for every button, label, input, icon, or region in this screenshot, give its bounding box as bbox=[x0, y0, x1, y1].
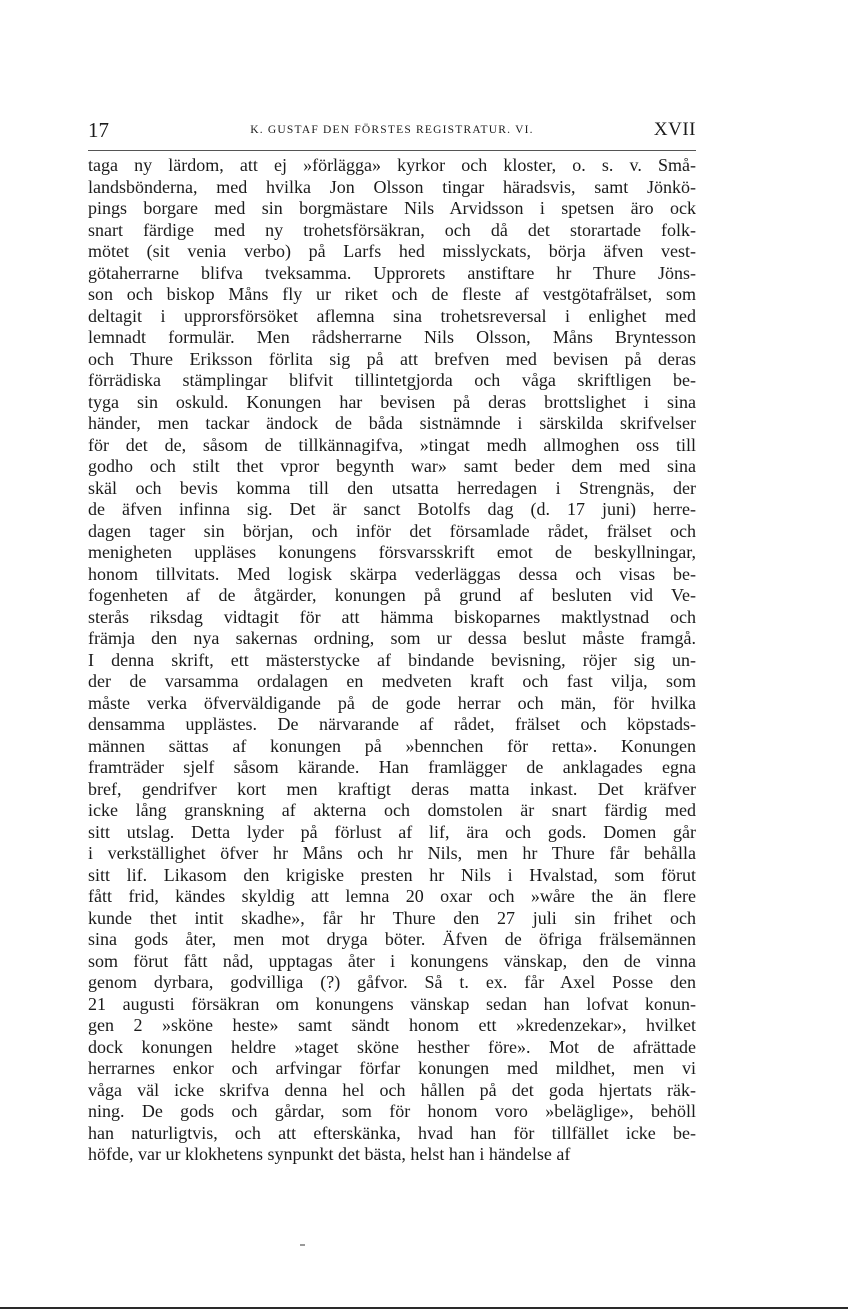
text-line: icke lång granskning af akterna och domstolen är snart färdig med bbox=[88, 800, 696, 820]
text-line: kunde thet intit skadhe», får hr Thure den 27 juli sin frihet och bbox=[88, 907, 696, 928]
page-header bbox=[88, 116, 696, 146]
text-line: godho och stilt thet vpror begynth war» samt beder dem med sina bbox=[88, 456, 696, 476]
text-line: I denna skrift, ett mästerstycke af bindande bevisning, röjer sig un- bbox=[88, 649, 696, 670]
text-line: bref, gendrifver kort men kraftigt deras matta inkast. Det kräfver bbox=[88, 778, 696, 799]
section-number: XVII bbox=[653, 119, 696, 140]
header-rule bbox=[88, 150, 696, 151]
text-line: måste verka öfverväldigande på de gode herrar och män, för hvilka bbox=[88, 692, 696, 713]
text-line: menigheten uppläses konungens försvarsskrift emot de beskyllningar, bbox=[88, 542, 696, 562]
text-line: mötet (sit venia verbo) på Larfs hed misslyckats, börja äfven vest- bbox=[88, 241, 696, 261]
text-line: densamma upplästes. De närvarande af rådet, frälset och köpstads- bbox=[88, 714, 696, 734]
text-line: männen sättas af konungen på »bennchen för retta». Konungen bbox=[88, 735, 696, 756]
body-text bbox=[88, 155, 696, 1166]
text-line: götaherrarne blifva tveksamma. Upprorets anstiftare hr Thure Jöns- bbox=[88, 262, 696, 283]
text-line: 21 augusti försäkran om konungens vänskap sedan han lofvat konun- bbox=[88, 993, 696, 1014]
text-line: dagen tager sin början, och inför det församlade rådet, frälset och bbox=[88, 520, 696, 541]
text-line: lemnadt formulär. Men rådsherrarne Nils Olsson, Måns Bryntesson bbox=[88, 327, 696, 347]
text-line: son och biskop Måns fly ur riket och de fleste af vestgötafrälset, som bbox=[88, 284, 696, 304]
text-line: taga ny lärdom, att ej »förlägga» kyrkor och kloster, o. s. v. Små- bbox=[88, 155, 696, 175]
text-line: främja den nya sakernas ordning, som ur dessa beslut måste framgå. bbox=[88, 628, 696, 648]
text-line: de äfven infinna sig. Det är sanct Botolfs dag (d. 17 juni) herre- bbox=[88, 499, 696, 519]
text-line: landsbönderna, med hvilka Jon Olsson tingar häradsvis, samt Jönkö- bbox=[88, 176, 696, 197]
text-line: och Thure Eriksson förlita sig på att brefven med bevisen på deras bbox=[88, 348, 696, 369]
text-line: för det de, såsom de tillkännagifva, »tingat medh allmoghen oss till bbox=[88, 434, 696, 455]
text-line: skäl och bevis komma till den utsatta herredagen i Strengnäs, der bbox=[88, 477, 696, 498]
text-line: honom tillvitats. Med logisk skärpa vederläggas dessa och visas be- bbox=[88, 563, 696, 584]
text-line: förrädiska stämplingar blifvit tillintetgjorda och våga skriftligen be- bbox=[88, 370, 696, 390]
text-line: höfde, var ur klokhetens synpunkt det bästa, helst han i händelse af bbox=[88, 1144, 571, 1164]
text-line: snart färdige med ny trohetsförsäkran, och då det storartade folk- bbox=[88, 219, 696, 240]
stray-mark bbox=[300, 1244, 305, 1246]
text-line: genom dyrbara, godvilliga (?) gåfvor. Så t. ex. får Axel Posse den bbox=[88, 972, 696, 992]
text-line: framträder sjelf såsom kärande. Han framlägger de anklagades egna bbox=[88, 757, 696, 777]
text-line: ning. De gods och gårdar, som för honom voro »beläglige», behöll bbox=[88, 1101, 696, 1121]
text-line: dock konungen heldre »taget sköne hesther före». Mot de afrättade bbox=[88, 1036, 696, 1057]
text-line: der de varsamma ordalagen en medveten kraft och fast vilja, som bbox=[88, 671, 696, 691]
text-line: sitt utslag. Detta lyder på förlust af lif, ära och gods. Domen går bbox=[88, 821, 696, 842]
text-line: sitt lif. Likasom den krigiske presten hr Nils i Hvalstad, som förut bbox=[88, 864, 696, 885]
text-line: sina gods åter, men mot dryga böter. Äfven de öfriga frälsemännen bbox=[88, 929, 696, 949]
text-line: herrarnes enkor och arfvingar förfar konungen med mildhet, men vi bbox=[88, 1058, 696, 1078]
page-bottom-edge bbox=[0, 1307, 848, 1309]
text-line: tyga sin oskuld. Konungen har bevisen på deras brottslighet i sina bbox=[88, 391, 696, 412]
text-line: fogenheten af de åtgärder, konungen på grund af besluten vid Ve- bbox=[88, 585, 696, 605]
text-line: deltagit i upprorsförsöket aflemna sina trohetsreversal i enlighet med bbox=[88, 305, 696, 326]
text-line: han naturligtvis, och att efterskänka, hvad han för tillfället icke be- bbox=[88, 1122, 696, 1143]
text-line: våga väl icke skrifva denna hel och hållen på det goda hjertats räk- bbox=[88, 1079, 696, 1100]
text-line: pings borgare med sin borgmästare Nils Arvidsson i spetsen äro ock bbox=[88, 198, 696, 218]
text-line: gen 2 »sköne heste» samt sändt honom ett »kredenzekar», hvilket bbox=[88, 1015, 696, 1035]
running-title: K. GUSTAF DEN FÖRSTES REGISTRATUR. VI. bbox=[250, 124, 534, 136]
page-number: 17 bbox=[88, 118, 109, 142]
text-line: händer, men tackar ändock de båda sistnämnde i särskilda skrifvelser bbox=[88, 413, 696, 433]
text-line: fått frid, kändes skyldig att lemna 20 oxar och »wåre the än flere bbox=[88, 886, 696, 906]
text-line: i verkställighet öfver hr Måns och hr Nils, men hr Thure får behålla bbox=[88, 843, 696, 863]
text-line: som förut fått nåd, upptagas åter i konungens vänskap, den de vinna bbox=[88, 950, 696, 971]
text-line: sterås riksdag vidtagit för att hämma biskoparnes maktlystnad och bbox=[88, 606, 696, 627]
